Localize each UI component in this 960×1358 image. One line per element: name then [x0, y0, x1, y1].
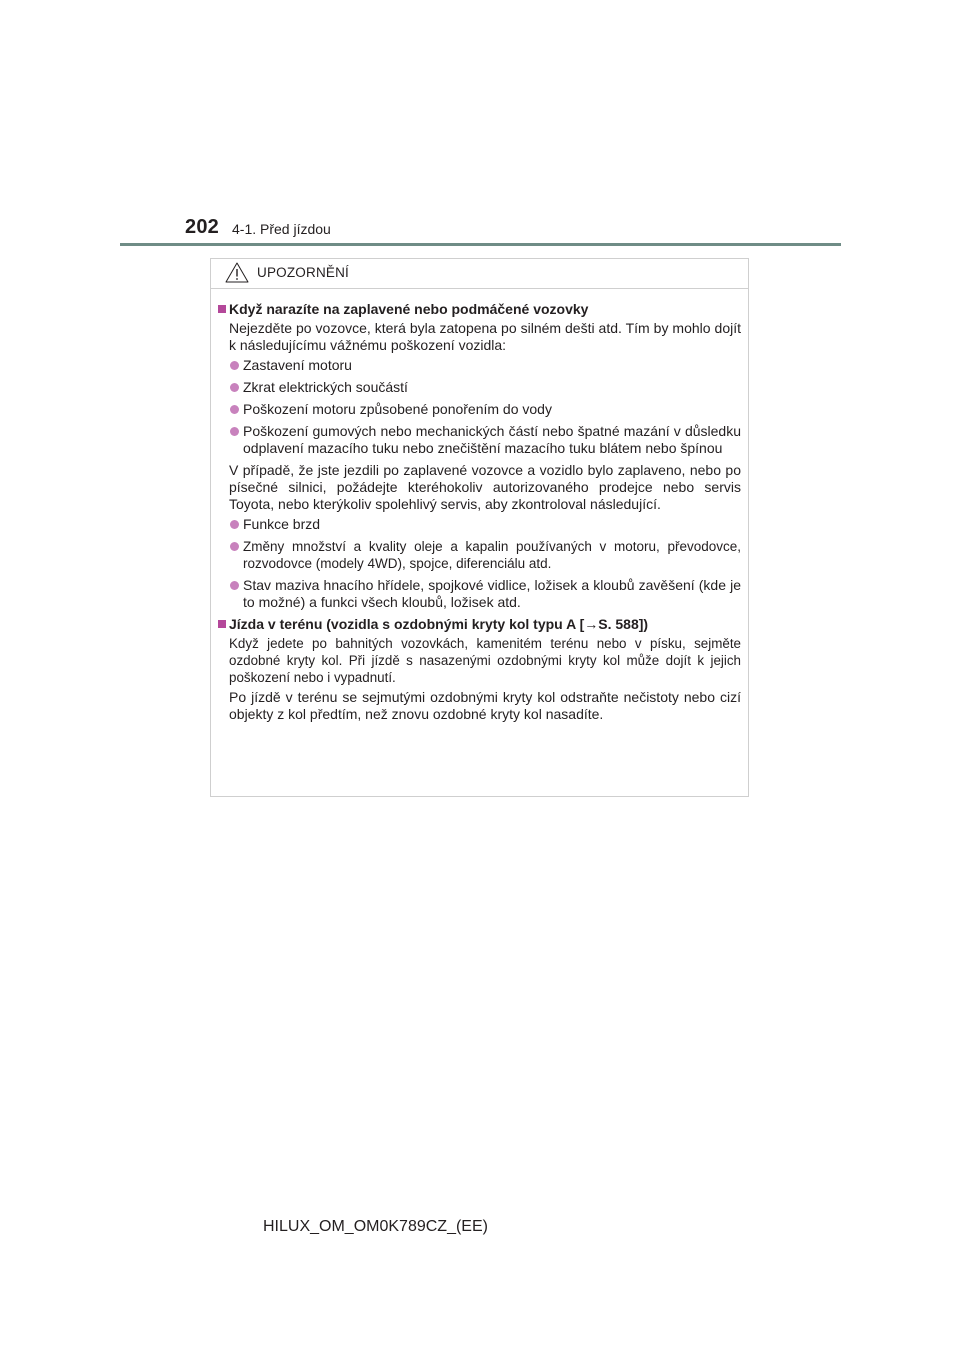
circle-bullet-icon: [230, 520, 239, 529]
document-code: HILUX_OM_OM0K789CZ_(EE): [263, 1218, 488, 1235]
warning-box: [210, 258, 749, 797]
flooded-roads-heading: Když narazíte na zaplavené nebo podmáčené vozovky: [218, 301, 741, 318]
list-item: Zastavení motoru: [229, 357, 741, 374]
header-rule: [120, 243, 841, 246]
warning-header: [211, 259, 748, 289]
circle-bullet-icon: [230, 405, 239, 414]
flooded-roads-intro: Nejezděte po vozovce, která byla zatopena po silném dešti atd. Tím by mohlo dojít k následujícímu vážnému poškození vozidla:: [229, 320, 741, 353]
circle-bullet-icon: [230, 383, 239, 392]
circle-bullet-icon: [230, 542, 239, 551]
flooded-roads-check-text: V případě, že jste jezdili po zaplavené vozovce a vozidlo bylo zaplaveno, nebo po písečné silnici, požádejte kteréhokoliv autorizovaného prodejce nebo servis Toyota, nebo kterýkoliv spolehlivý servis, aby zkontroloval následující.: [229, 462, 741, 512]
offroad-heading: Jízda v terénu (vozidla s ozdobnými kryty kol typu A [→S. 588]): [218, 616, 741, 633]
square-bullet-icon: [218, 620, 226, 628]
list-item: Změny množství a kvality oleje a kapalin používaných v motoru, převodovce, rozvodovce (modely 4WD), spojce, diferenciálu atd.: [229, 538, 741, 572]
list-item: Funkce brzd: [229, 516, 741, 533]
offroad-paragraph-2: Po jízdě v terénu se sejmutými ozdobnými kryty kol odstraňte nečistoty nebo cizí objekty z kol předtím, než znovu ozdobné kryty kol nasadíte.: [229, 689, 741, 722]
warning-body: [211, 289, 748, 723]
section-title: 4-1. Před jízdou: [232, 221, 331, 237]
page-number: 202: [185, 216, 219, 238]
list-item: Zkrat elektrických součástí: [229, 379, 741, 396]
circle-bullet-icon: [230, 427, 239, 436]
list-item: Stav maziva hnacího hřídele, spojkové vidlice, ložisek a kloubů zavěšení (kde je to možné) a funkci všech kloubů, ložisek atd.: [229, 577, 741, 611]
offroad-paragraph-1: Když jedete po bahnitých vozovkách, kamenitém terénu nebo v písku, sejměte ozdobné kryty kol. Při jízdě s nasazenými ozdobnými kryty kol může dojít k jejich poškození nebo i vypadnutí.: [229, 636, 741, 685]
circle-bullet-icon: [230, 361, 239, 370]
square-bullet-icon: [218, 305, 226, 313]
warning-title: UPOZORNĚNÍ: [257, 265, 350, 280]
list-item: Poškození motoru způsobené ponořením do vody: [229, 401, 741, 418]
warning-triangle-icon: [225, 262, 249, 283]
circle-bullet-icon: [230, 581, 239, 590]
list-item: Poškození gumových nebo mechanických částí nebo špatné mazání v důsledku odplavení mazacího tuku nebo znečištění mazacího tuku blátem nebo špínou: [229, 423, 741, 457]
